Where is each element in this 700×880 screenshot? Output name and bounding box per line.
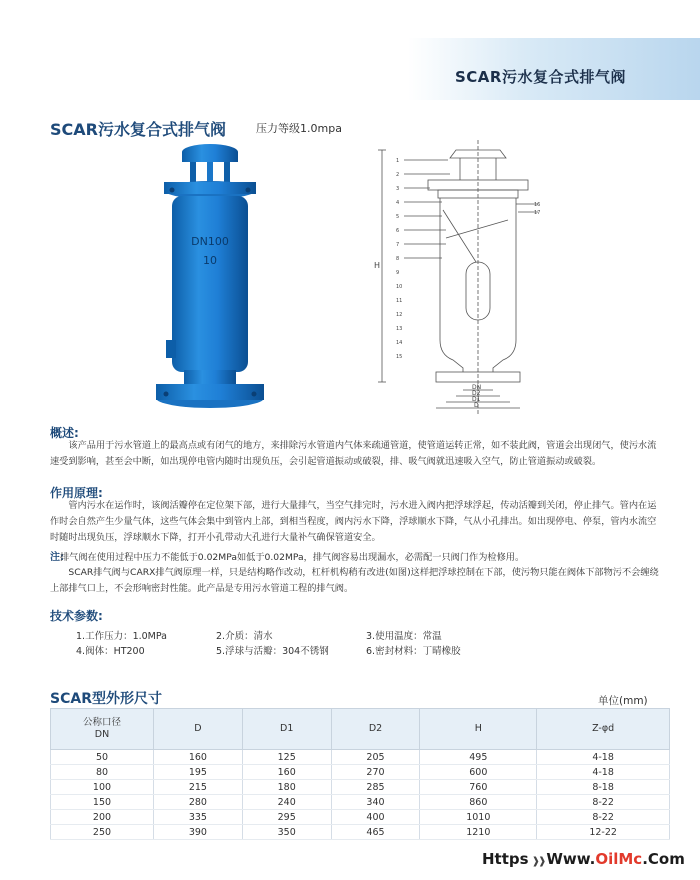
cell-d2: 340 (331, 795, 420, 810)
part-number: 15 (396, 354, 403, 360)
cell-d2: 400 (331, 810, 420, 825)
cell-d: 280 (154, 795, 243, 810)
specs-label: 技术参数: (50, 609, 103, 623)
cell-z-d: 4-18 (537, 750, 670, 765)
cell-d1: 240 (242, 795, 331, 810)
page-header-title: SCAR污水复合式排气阀 (455, 68, 626, 86)
cell-d: 195 (154, 765, 243, 780)
chevron-right-icon: ❱❱ (531, 856, 545, 867)
cell-d1: 295 (242, 810, 331, 825)
col-header-dn: 公称口径 DN (51, 709, 154, 750)
cell-h: 760 (420, 780, 537, 795)
overview-label: 概述: (50, 426, 79, 440)
cell-dn: 200 (51, 810, 154, 825)
part-number: 12 (396, 312, 403, 318)
watermark-domain-b: OilMc (595, 850, 643, 868)
part-number: 16 (534, 202, 541, 208)
part-number: 5 (396, 214, 400, 220)
cell-d2: 465 (331, 825, 420, 840)
dimensions-unit: 单位(mm) (598, 695, 648, 707)
spec-item: 3.使用温度：常温 (366, 631, 442, 642)
dim-d1-label: D1 (472, 396, 481, 403)
product-title: SCAR污水复合式排气阀 (50, 120, 226, 139)
note-text-2: SCAR排气阀与CARX排气阀原理一样，只是结构略作改动，杠杆机构稍有改进(如图)这样把浮球控制在下部，使污物只能在阀体下部物污不会缠绕上部排气口上，不会形响密封性能。此产品是专用污水管道工程的排气阀。 (50, 567, 659, 594)
spec-item: 6.密封材料：丁晴橡胶 (366, 646, 461, 657)
cell-h: 600 (420, 765, 537, 780)
cell-h: 495 (420, 750, 537, 765)
spec-item: 5.浮球与活瓣：304不锈钢 (216, 646, 329, 657)
cell-z-d: 8-22 (537, 795, 670, 810)
dim-d2-label: D2 (472, 390, 481, 397)
table-row (51, 765, 670, 780)
dimensions-table (50, 708, 670, 840)
overview-text: 该产品用于污水管道上的最高点或有闭气的地方，来排除污水管道内气体来疏通管道，使管道运转正常，如不装此阀，管道会出现闭气，使污水流速受到影响，甚至会中断，如出现停电管内随时出现负压，会引起管道振动或破裂，排、吸气阀就迅速吸入空气，防止管道振动或破裂。 (50, 440, 657, 467)
watermark-prefix: Https (482, 850, 529, 868)
valve-technical-drawing (368, 140, 548, 420)
cell-dn: 50 (51, 750, 154, 765)
col-header-d1: D1 (242, 709, 331, 750)
cell-dn: 100 (51, 780, 154, 795)
cell-d1: 350 (242, 825, 331, 840)
table-row (51, 810, 670, 825)
watermark-domain-a: Www. (546, 850, 596, 868)
cell-h: 1210 (420, 825, 537, 840)
part-number: 2 (396, 172, 400, 178)
table-row (51, 825, 670, 840)
site-watermark (482, 850, 685, 868)
spec-item: 4.阀体：HT200 (76, 646, 145, 657)
note-label: 注: (50, 552, 64, 563)
cell-d1: 180 (242, 780, 331, 795)
cell-d: 390 (154, 825, 243, 840)
cell-h: 860 (420, 795, 537, 810)
cell-d2: 285 (331, 780, 420, 795)
principle-label: 作用原理: (50, 486, 103, 500)
cell-d1: 125 (242, 750, 331, 765)
part-number: 6 (396, 228, 400, 234)
table-row (51, 795, 670, 810)
cell-d2: 270 (331, 765, 420, 780)
part-number: 3 (396, 186, 400, 192)
cell-dn: 150 (51, 795, 154, 810)
cell-d: 335 (154, 810, 243, 825)
part-number: 11 (396, 298, 403, 304)
cell-z-d: 8-22 (537, 810, 670, 825)
watermark-domain-c: .Com (642, 850, 685, 868)
dim-dn-label: DN (472, 384, 482, 391)
dimensions-title: SCAR型外形尺寸 (50, 691, 162, 707)
table-row (51, 750, 670, 765)
table-row (51, 780, 670, 795)
cell-d2: 205 (331, 750, 420, 765)
valve-photo (120, 140, 300, 420)
pressure-rating: 压力等级1.0mpa (256, 122, 342, 135)
principle-text: 管内污水在运作时，该阀活瓣停在定位架下部，进行大量排气，当空气排完时，污水进入阀内把浮球浮起，传动活瓣到关闭，停止排气。管内在运作时会自然产生少量气体，这些气体会集中到管内上部，到相当程度，阀内污水下降，浮球顺水下降，气从小孔排出。如出现停电、停泵，管内水流空时随时出现负压，浮球顺水下降，打开小孔带动大孔进行大量补气确保管道安全。 (50, 500, 657, 543)
part-number: 9 (396, 270, 400, 276)
note-text-1: 排气阀在使用过程中压力不能低于0.02MPa如低于0.02MPa，排气阀容易出现漏水，必需配一只阀门作为检修用。 (60, 552, 525, 563)
dim-h-label: H (374, 261, 381, 270)
part-number: 10 (396, 284, 403, 290)
spec-item: 2.介质：清水 (216, 631, 273, 642)
part-number: 8 (396, 256, 400, 262)
cell-z-d: 8-18 (537, 780, 670, 795)
part-number: 17 (534, 210, 541, 216)
table-header-row (51, 709, 670, 750)
part-number: 1 (396, 158, 400, 164)
cell-dn: 80 (51, 765, 154, 780)
body-marking-pn: 10 (203, 254, 217, 267)
col-header-d: D (154, 709, 243, 750)
cell-z-d: 4-18 (537, 765, 670, 780)
part-number: 4 (396, 200, 400, 206)
col-header-h: H (420, 709, 537, 750)
part-number: 14 (396, 340, 403, 346)
col-header-d2: D2 (331, 709, 420, 750)
cell-d: 215 (154, 780, 243, 795)
part-number: 13 (396, 326, 403, 332)
cell-z-d: 12-22 (537, 825, 670, 840)
dim-d-label: D (474, 402, 479, 409)
part-number: 7 (396, 242, 400, 248)
cell-d1: 160 (242, 765, 331, 780)
spec-item: 1.工作压力：1.0MPa (76, 631, 167, 642)
cell-d: 160 (154, 750, 243, 765)
col-header-z-d: Z-φd (537, 709, 670, 750)
cell-h: 1010 (420, 810, 537, 825)
body-marking-dn: DN100 (191, 235, 229, 248)
cell-dn: 250 (51, 825, 154, 840)
